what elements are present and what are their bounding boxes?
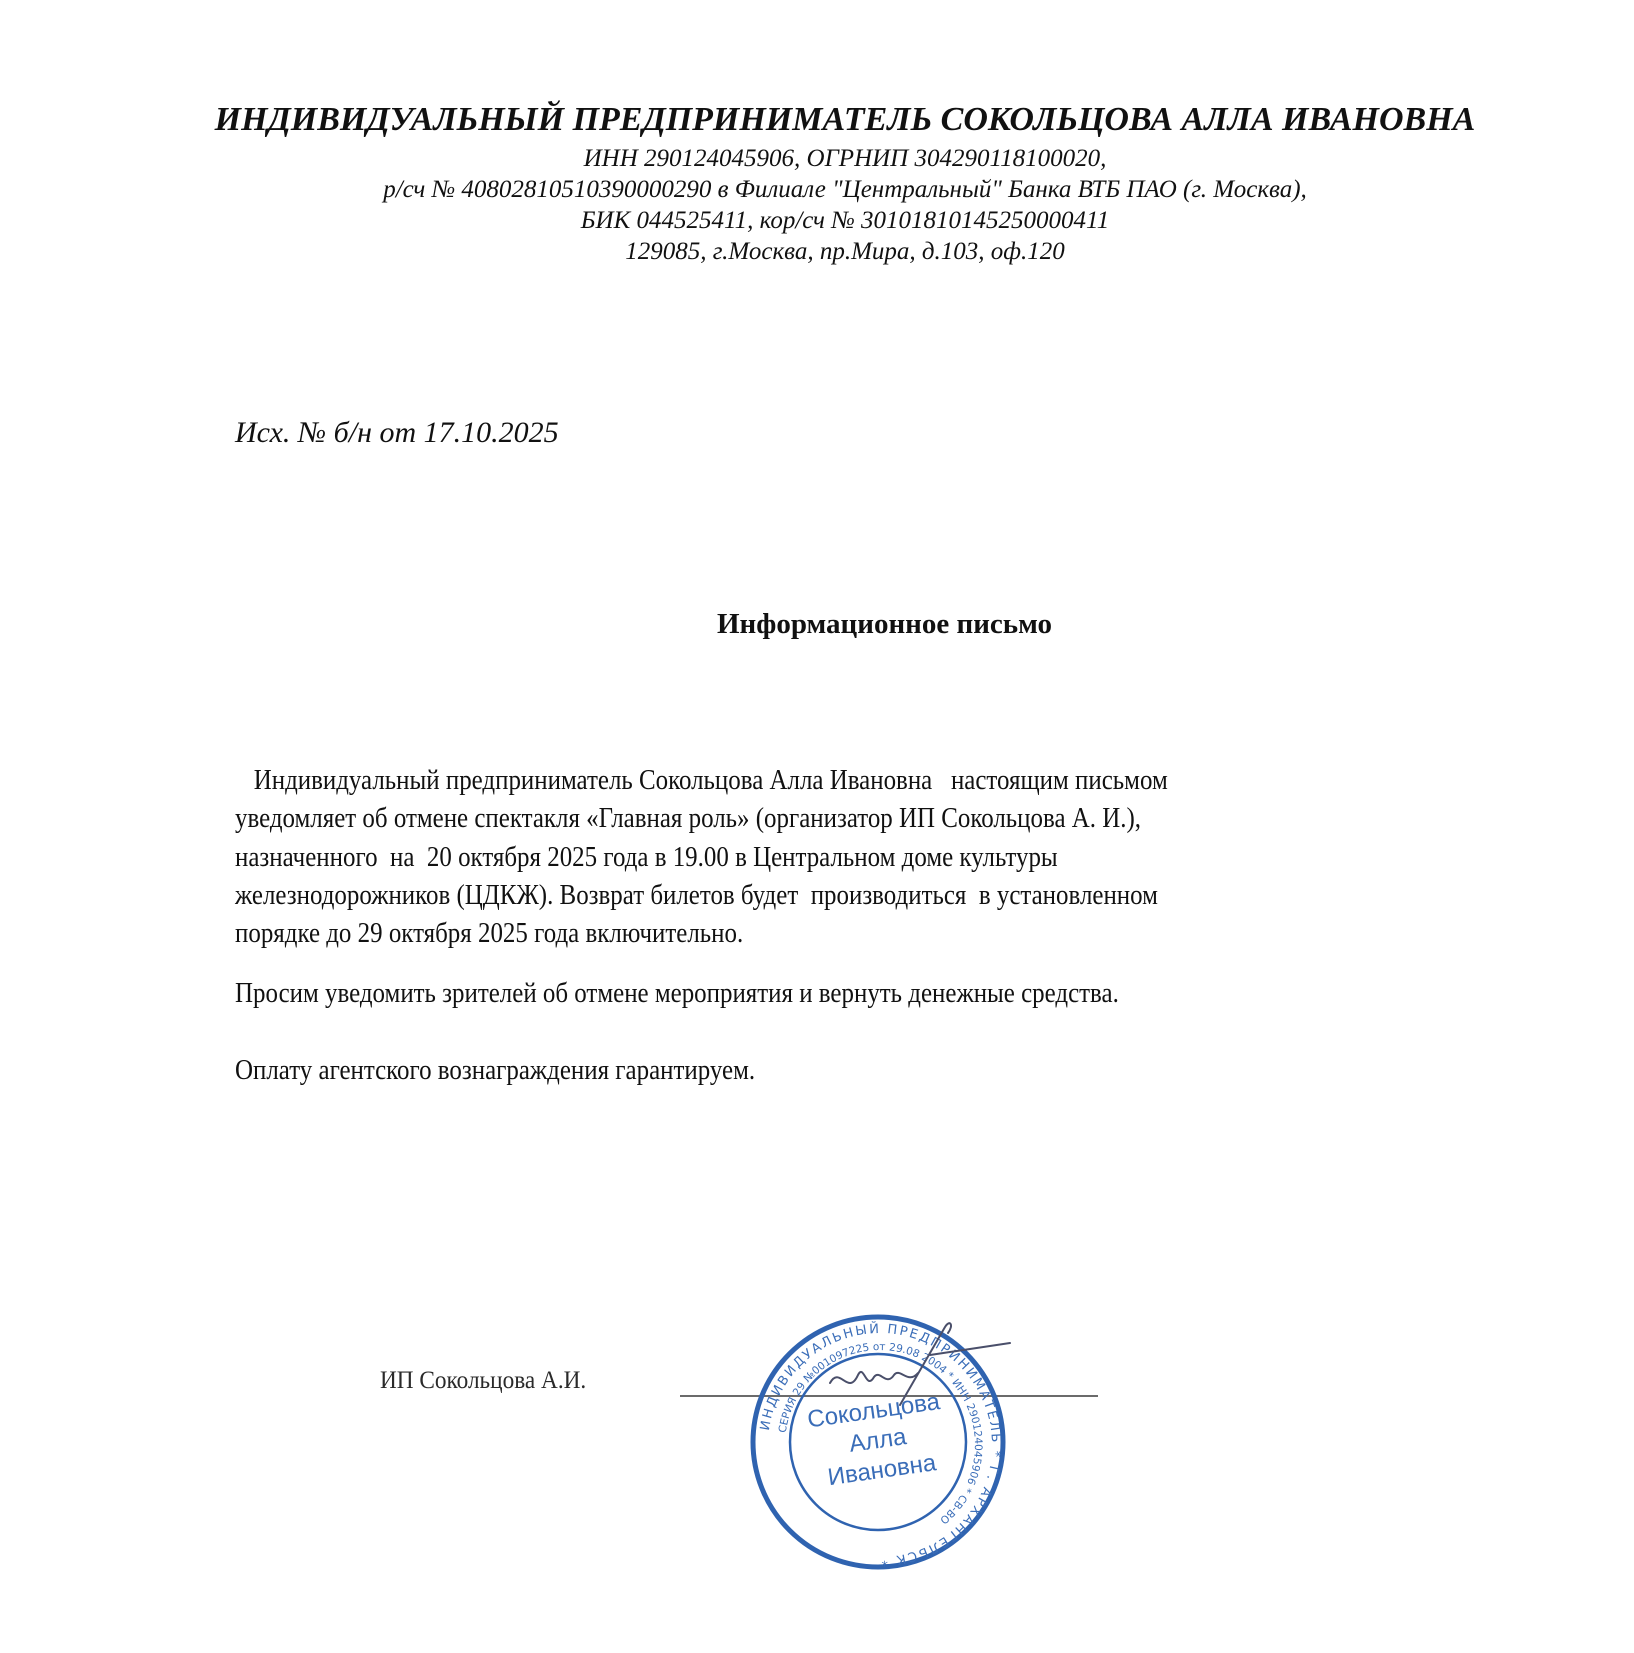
document-heading: Информационное письмо	[716, 608, 1053, 640]
body-line: железнодорожников (ЦДКЖ). Возврат билетов будет производиться в установленном	[235, 879, 1158, 911]
signatory-name: ИП Сокольцова А.И.	[380, 1367, 587, 1394]
body-line: уведомляет об отмене спектакля «Главная роль» (организатор ИП Сокольцова А. И.),	[235, 802, 1142, 834]
seal-ring-inner-text: СЕРИЯ 29 №001097225 от 29.08 2004 * ИНН 290124045906 * СВ-ВО	[776, 1340, 985, 1527]
body-line: порядке до 29 октября 2025 года включительно.	[235, 917, 744, 949]
letterhead-inn-line: ИНН 290124045906, ОГРНИП 304290118100020,	[583, 145, 1107, 172]
seal-center-line: Ивановна	[826, 1449, 938, 1492]
body-paragraph-2: Просим уведомить зрителей об отмене мероприятия и вернуть денежные средства.	[235, 977, 1119, 1009]
body-paragraph-3: Оплату агентского вознаграждения гарантируем.	[235, 1054, 756, 1086]
company-seal	[740, 1305, 1020, 1585]
body-line: Индивидуальный предприниматель Сокольцова Алла Ивановна настоящим письмом	[235, 764, 1168, 796]
seal-center-line: Алла	[847, 1423, 909, 1458]
letterhead-address-line: 129085, г.Москва, пр.Мира, д.103, оф.120	[625, 238, 1065, 265]
letterhead-account-line: р/сч № 40802810510390000290 в Филиале "Центральный" Банка ВТБ ПАО (г. Москва),	[383, 176, 1307, 203]
letterhead-bik-line: БИК 044525411, кор/сч № 30101810145250000411	[580, 207, 1110, 234]
letterhead-title: ИНДИВИДУАЛЬНЫЙ ПРЕДПРИНИМАТЕЛЬ СОКОЛЬЦОВА АЛЛА ИВАНОВНА	[214, 101, 1476, 138]
outgoing-reference: Исх. № б/н от 17.10.2025	[235, 416, 559, 449]
seal-center-line: Сокольцова	[805, 1388, 942, 1434]
seal-ring-outer-text: ИНДИВИДУАЛЬНЫЙ ПРЕДПРИНИМАТЕЛЬ * Г. АРХАНГЕЛЬСК *	[757, 1321, 1004, 1569]
body-line: назначенного на 20 октября 2025 года в 19.00 в Центральном доме культуры	[235, 841, 1058, 873]
